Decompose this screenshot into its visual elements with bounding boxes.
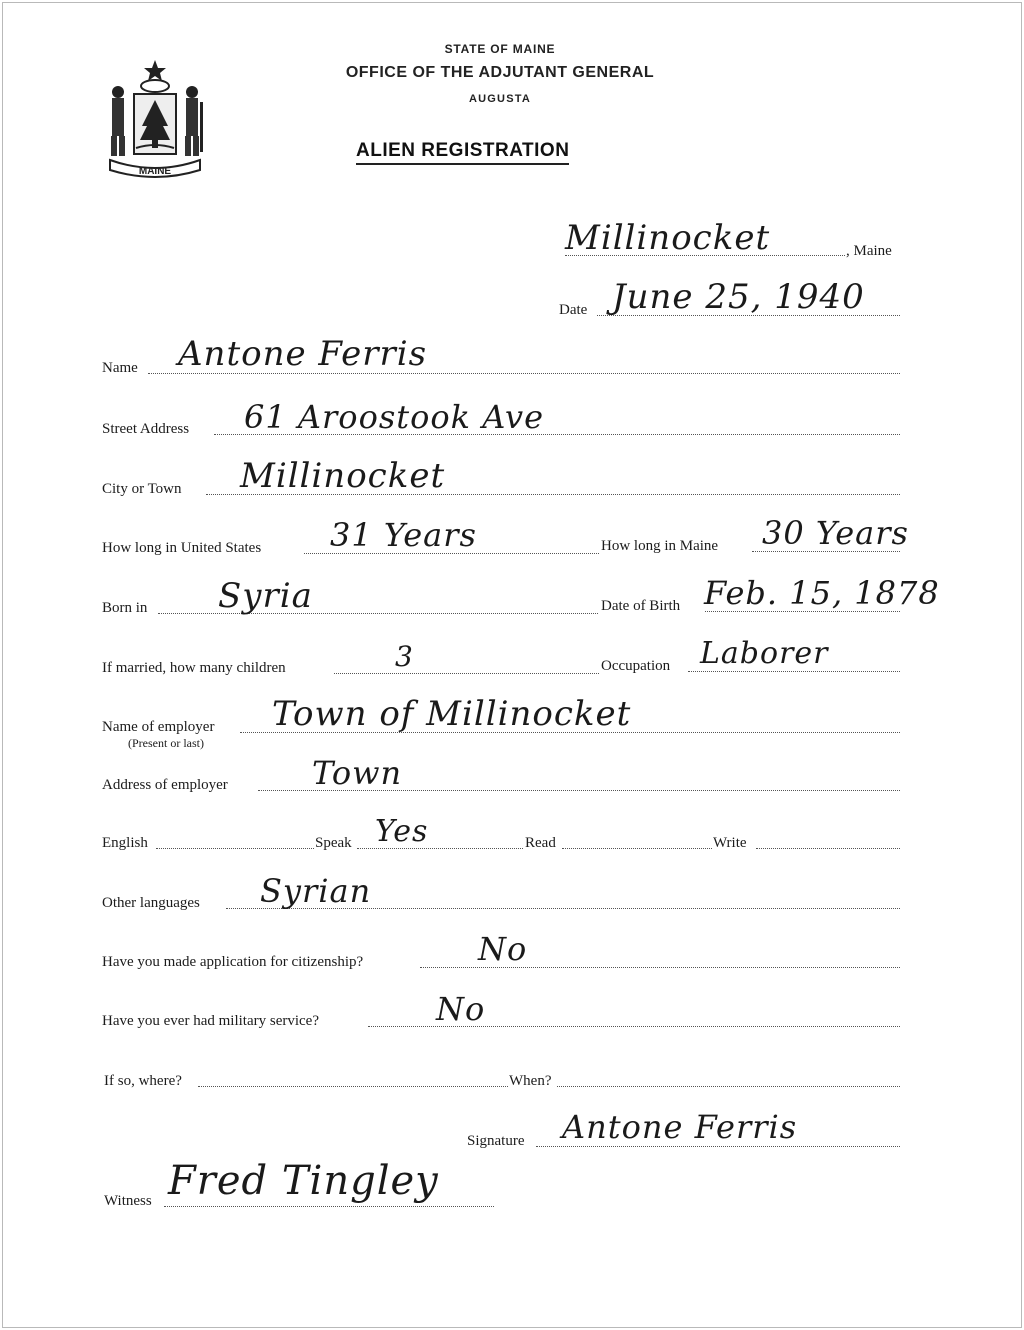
signature-label: Signature — [467, 1133, 525, 1149]
place-entry: Millinocket — [565, 218, 771, 258]
citizenship-label: Have you made application for citizenship? — [102, 954, 364, 970]
speak-entry: Yes — [375, 814, 429, 849]
where-label: If so, where? — [104, 1073, 182, 1089]
street-entry: 61 Aroostook Ave — [244, 398, 545, 436]
children-line — [334, 673, 599, 674]
header-office: OFFICE OF THE ADJUTANT GENERAL — [345, 64, 655, 81]
seal-text: MAINE — [138, 166, 172, 177]
occupation-label: Occupation — [601, 658, 671, 674]
signature-entry: Antone Ferris — [562, 1108, 798, 1146]
write-label: Write — [713, 835, 747, 851]
english-label: English — [102, 835, 148, 851]
employer-entry: Town of Millinocket — [272, 694, 632, 734]
city-entry: Millinocket — [240, 456, 446, 496]
us-entry: 31 Years — [330, 516, 477, 554]
employer-address-label: Address of employer — [102, 777, 228, 793]
header-city: AUGUSTA — [469, 93, 531, 105]
when-label: When? — [509, 1073, 552, 1089]
signature-line — [536, 1146, 900, 1147]
form-title: ALIEN REGISTRATION — [356, 140, 569, 165]
witness-entry: Fred Tingley — [168, 1158, 439, 1204]
occupation-line — [688, 671, 900, 672]
military-label: Have you ever had military service? — [102, 1013, 319, 1029]
when-line — [557, 1086, 900, 1087]
maine-entry: 30 Years — [762, 514, 909, 552]
other-languages-label: Other languages — [102, 895, 200, 911]
employer-label: Name of employer — [102, 719, 215, 735]
name-entry: Antone Ferris — [178, 334, 428, 374]
speak-label: Speak — [315, 835, 352, 851]
born-label: Born in — [102, 600, 148, 616]
other-languages-entry: Syrian — [260, 872, 372, 910]
occupation-entry: Laborer — [700, 636, 829, 671]
witness-line — [164, 1206, 494, 1207]
header-state: STATE OF MAINE — [444, 42, 556, 56]
date-entry: June 25, 1940 — [612, 277, 865, 317]
maine-label: How long in Maine — [601, 538, 719, 554]
where-line — [198, 1086, 508, 1087]
dob-label: Date of Birth — [601, 598, 681, 614]
dob-entry: Feb. 15, 1878 — [704, 574, 940, 612]
city-label: City or Town — [102, 481, 182, 497]
military-entry: No — [436, 990, 486, 1028]
us-label: How long in United States — [102, 540, 262, 556]
write-line — [756, 848, 900, 849]
english-line — [156, 848, 314, 849]
date-label: Date — [559, 302, 588, 318]
children-entry: 3 — [395, 640, 414, 673]
witness-label: Witness — [104, 1193, 152, 1209]
children-label: If married, how many children — [102, 660, 286, 676]
name-label: Name — [102, 360, 138, 376]
read-label: Read — [525, 835, 556, 851]
employer-sublabel: (Present or last) — [128, 736, 204, 750]
employer-address-entry: Town — [312, 754, 403, 792]
place-suffix: , Maine — [846, 243, 892, 259]
street-label: Street Address — [102, 421, 190, 437]
born-entry: Syria — [218, 576, 313, 616]
citizenship-entry: No — [478, 930, 528, 968]
read-line — [562, 848, 712, 849]
